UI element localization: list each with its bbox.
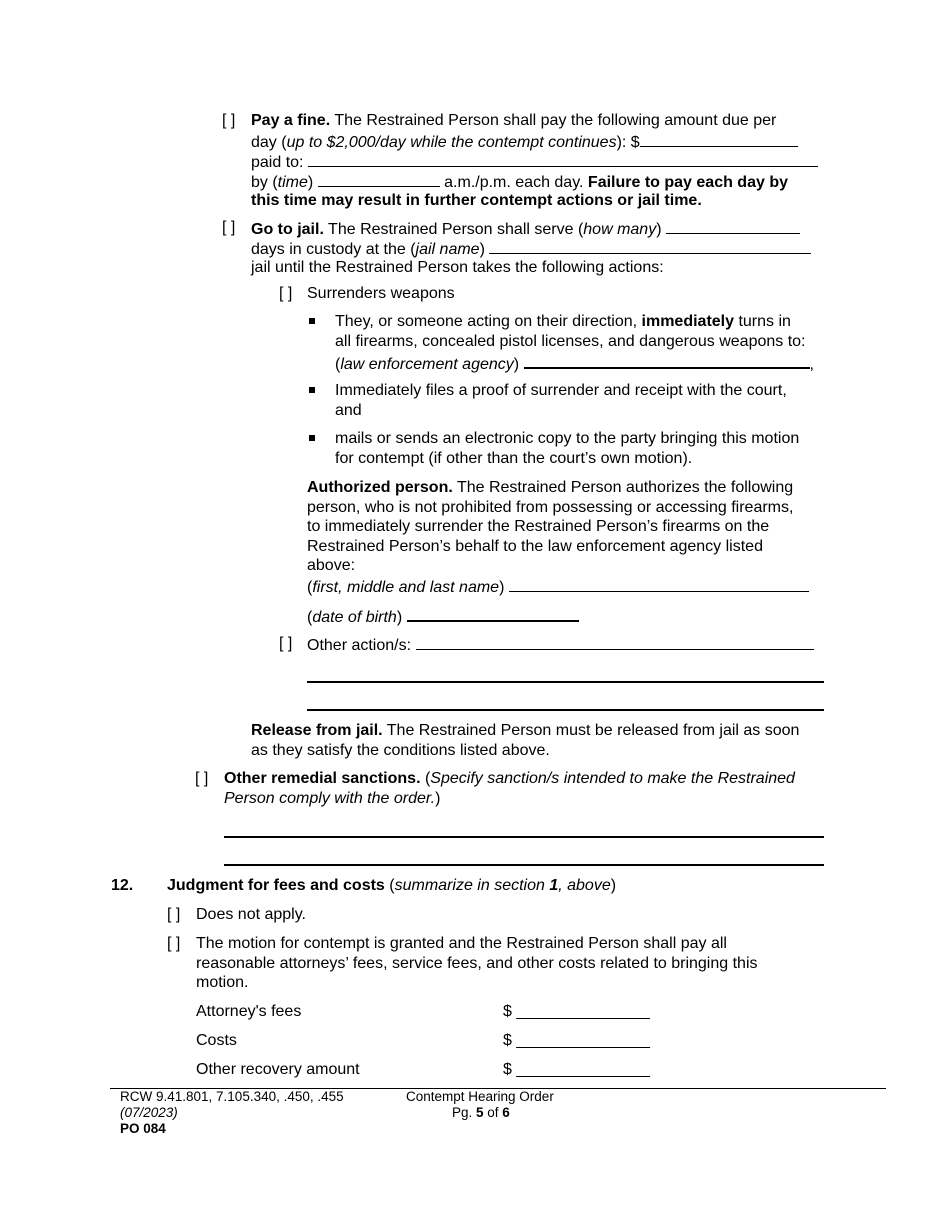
costs-field[interactable]: [503, 1031, 650, 1051]
bullet-icon: [309, 435, 315, 441]
auth-name-paren-open: (: [307, 579, 313, 596]
auth-dob-blank[interactable]: [407, 605, 579, 622]
other-sanctions-text-2: Person comply with the order.: [224, 790, 436, 807]
bullet-1-comma: ,: [809, 356, 814, 373]
bullet-1-paren-open: (: [335, 356, 341, 373]
section-12-sub-1: summarize in section: [394, 877, 550, 894]
attorney-fees-dollar: $: [503, 1003, 512, 1020]
other-action-blank-3[interactable]: [307, 709, 824, 711]
other-sanctions-text-1: Specify sanction/s intended to make the Restrained: [430, 770, 795, 787]
auth-name-paren-close: ): [499, 579, 505, 596]
other-recovery-blank[interactable]: _______________: [516, 1061, 650, 1078]
bullet-1-a: They, or someone acting on their direction,: [335, 313, 642, 330]
auth-dob-label: date of birth: [312, 609, 397, 626]
jail-text-2a: days in custody at the (: [251, 241, 416, 258]
bullet-1-agency-label: law enforcement agency: [340, 356, 514, 373]
fine-time-blank[interactable]: [318, 171, 440, 187]
fine-paid-to-label: paid to:: [251, 154, 304, 171]
auth-line-1: [307, 478, 793, 498]
jail-name-label: jail name: [415, 241, 480, 258]
footer-form-number: PO 084: [120, 1121, 166, 1136]
section-12-sub-num: 1: [549, 877, 559, 894]
other-sanctions-checkbox[interactable]: [ ]: [195, 770, 209, 787]
costs-blank[interactable]: _______________: [516, 1032, 650, 1049]
granted-line-1: The motion for contempt is granted and the Restrained Person shall pay all: [196, 935, 727, 952]
bullet-2-line-2: and: [335, 402, 362, 419]
jail-text-1: The Restrained Person shall serve (: [323, 221, 584, 238]
auth-dob-line: [307, 605, 579, 628]
footer-page-prefix: Pg.: [452, 1105, 477, 1120]
fine-line-1: [251, 111, 776, 131]
fine-text-2c: ): $: [616, 134, 640, 151]
other-sanctions-paren-close: ): [435, 790, 441, 807]
other-sanctions-blank-2[interactable]: [224, 864, 824, 866]
bullet-1-b: turns in: [734, 313, 791, 330]
other-sanctions-line-1: [224, 769, 795, 789]
other-sanctions-line-2: [224, 789, 440, 809]
other-recovery-dollar: $: [503, 1061, 512, 1078]
bullet-icon: [309, 387, 315, 393]
other-sanctions-paren: (: [420, 770, 431, 787]
attorney-fees-blank[interactable]: _______________: [516, 1003, 650, 1020]
fine-line-2: [251, 131, 798, 153]
costs-label: Costs: [196, 1032, 237, 1049]
section-12-heading: [167, 876, 616, 896]
fine-checkbox[interactable]: [ ]: [222, 112, 236, 129]
bullet-1-bold: immediately: [641, 313, 735, 330]
jail-line-2: [251, 238, 811, 260]
bullet-1-line-3: [335, 352, 814, 375]
section-12-title: Judgment for fees and costs: [167, 877, 385, 894]
auth-title: Authorized person.: [307, 479, 453, 496]
fine-warning-1: Failure to pay each day by: [587, 174, 788, 191]
jail-days-blank[interactable]: [666, 218, 800, 234]
footer-page-of: of: [483, 1105, 503, 1120]
jail-checkbox[interactable]: [ ]: [222, 219, 236, 236]
fine-text-1: The Restrained Person shall pay the following amount due per: [330, 112, 777, 129]
section-12-sub-2: , above: [558, 877, 611, 894]
not-apply-checkbox[interactable]: [ ]: [167, 906, 181, 923]
release-line-2: as they satisfy the conditions listed above.: [251, 742, 550, 759]
agency-blank[interactable]: [524, 352, 810, 369]
auth-dob-paren-close: ): [396, 609, 403, 626]
release-text-1: The Restrained Person must be released from jail as soon: [382, 722, 800, 739]
auth-line-2: person, who is not prohibited from possessing or accessing firearms,: [307, 499, 794, 516]
jail-text-2b: ): [479, 241, 485, 258]
jail-title: Go to jail.: [251, 221, 324, 238]
auth-line-4: Restrained Person’s behalf to the law enforcement agency listed: [307, 538, 763, 555]
fine-warning-2: this time may result in further contempt actions or jail time.: [251, 192, 702, 209]
granted-line-3: motion.: [196, 974, 249, 991]
auth-line-3: to immediately surrender the Restrained Person’s firearms on the: [307, 518, 770, 535]
other-sanctions-title: Other remedial sanctions.: [224, 770, 421, 787]
footer-date: (07/2023): [120, 1105, 178, 1120]
auth-name-blank[interactable]: [509, 576, 809, 592]
costs-dollar: $: [503, 1032, 512, 1049]
jail-text-1b: ): [656, 221, 662, 238]
bullet-icon: [309, 318, 315, 324]
other-recovery-field[interactable]: [503, 1060, 650, 1080]
section-12-paren-close: ): [610, 877, 617, 894]
release-line-1: [251, 721, 799, 741]
other-recovery-label: Other recovery amount: [196, 1061, 360, 1078]
other-action-label: Other action/s:: [307, 637, 412, 654]
granted-checkbox[interactable]: [ ]: [167, 935, 181, 952]
fine-paid-to-blank[interactable]: [308, 151, 818, 167]
footer-page-number: 5: [476, 1105, 484, 1120]
surrender-label: Surrenders weapons: [307, 285, 455, 302]
footer-page: [452, 1105, 510, 1121]
fine-ampm: a.m./p.m. each day.: [444, 174, 584, 191]
auth-text-1: The Restrained Person authorizes the following: [452, 479, 794, 496]
fine-by-a: by (: [251, 174, 278, 191]
footer-page-total: 6: [502, 1105, 510, 1120]
fine-by-time: time: [277, 174, 308, 191]
fine-text-2b: up to $2,000/day while the contempt continues: [286, 134, 617, 151]
other-action-blank-1[interactable]: [416, 634, 814, 650]
other-sanctions-blank-1[interactable]: [224, 836, 824, 838]
fine-title: Pay a fine.: [251, 112, 331, 129]
granted-line-2: reasonable attorneys’ fees, service fees, and other costs related to bringing this: [196, 955, 758, 972]
fine-amount-blank[interactable]: [640, 131, 798, 147]
auth-dob-paren-open: (: [307, 609, 313, 626]
auth-name-line: [307, 576, 809, 598]
section-12-paren: (: [384, 877, 395, 894]
not-apply-label: Does not apply.: [196, 906, 306, 923]
fine-line-4: [251, 171, 788, 193]
bullet-1-paren-close: ): [513, 356, 520, 373]
footer-rcw: RCW 9.41.801, 7.105.340, .450, .455: [120, 1089, 344, 1104]
bullet-2-line-1: Immediately files a proof of surrender and receipt with the court,: [335, 382, 787, 399]
fine-line-3: [251, 151, 818, 173]
surrender-checkbox[interactable]: [ ]: [279, 285, 293, 302]
auth-name-label: first, middle and last name: [312, 579, 500, 596]
footer-title: Contempt Hearing Order: [406, 1089, 554, 1104]
jail-line-3: jail until the Restrained Person takes the following actions:: [251, 259, 664, 276]
fine-text-2a: day (: [251, 134, 287, 151]
bullet-3-line-2: for contempt (if other than the court’s own motion).: [335, 450, 693, 467]
jail-name-blank[interactable]: [489, 238, 811, 254]
bullet-1-line-1: [335, 312, 791, 332]
attorney-fees-label: Attorney's fees: [196, 1003, 302, 1020]
other-action-checkbox[interactable]: [ ]: [279, 635, 293, 652]
other-action-blank-2[interactable]: [307, 681, 824, 683]
attorney-fees-field[interactable]: [503, 1002, 650, 1022]
jail-line-1: [251, 218, 800, 240]
auth-line-5: above:: [307, 557, 356, 574]
release-title: Release from jail.: [251, 722, 383, 739]
jail-how-many: how many: [583, 221, 657, 238]
fine-by-b: ): [307, 174, 314, 191]
other-action-line: [307, 634, 814, 656]
bullet-1-line-2: all firearms, concealed pistol licenses, and dangerous weapons to:: [335, 333, 806, 350]
bullet-3-line-1: mails or sends an electronic copy to the party bringing this motion: [335, 430, 800, 447]
section-12-number: 12.: [111, 877, 134, 894]
